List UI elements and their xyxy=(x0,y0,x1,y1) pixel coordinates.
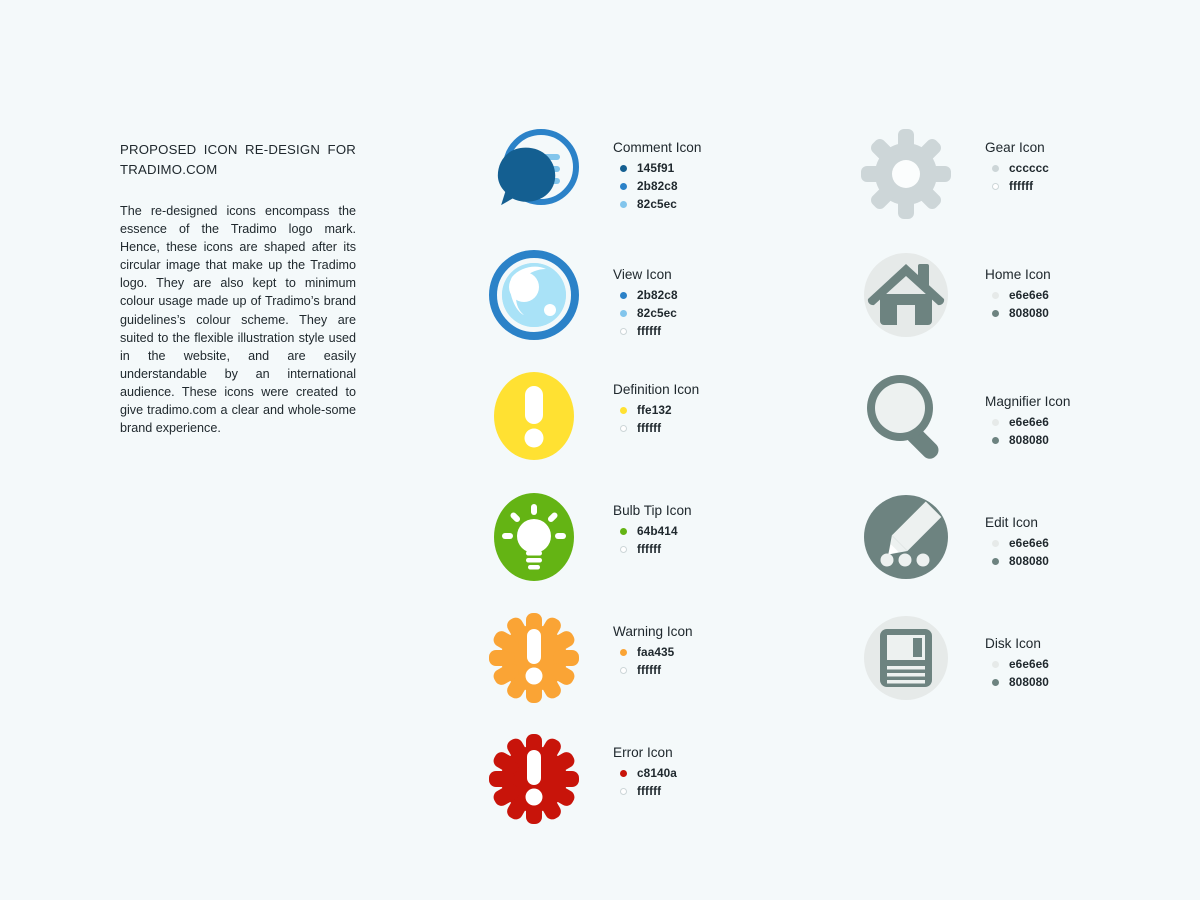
swatch-item xyxy=(613,195,701,213)
swatch-item xyxy=(613,304,678,322)
swatch-dot-icon xyxy=(992,165,999,172)
icon-column-left xyxy=(486,126,701,852)
swatch-item xyxy=(613,286,678,304)
icon-row xyxy=(486,126,701,247)
icon-meta xyxy=(613,731,677,800)
swatch-list xyxy=(613,764,677,800)
swatch-dot-icon xyxy=(992,679,999,686)
swatch-item xyxy=(613,540,692,558)
swatch-list xyxy=(613,522,692,558)
icon-row xyxy=(858,489,1070,610)
icon-row xyxy=(486,610,701,731)
warning-icon xyxy=(486,610,582,706)
swatch-dot-icon xyxy=(992,292,999,299)
gear-icon xyxy=(858,126,954,222)
swatch-code: e6e6e6 xyxy=(1009,536,1049,550)
swatch-code: 808080 xyxy=(1009,306,1049,320)
swatch-item xyxy=(613,764,677,782)
home-icon xyxy=(858,247,954,343)
swatch-dot-icon xyxy=(992,661,999,668)
swatch-item xyxy=(985,304,1051,322)
swatch-code: 82c5ec xyxy=(637,306,677,320)
icon-title: View Icon xyxy=(613,267,672,282)
swatch-dot-icon xyxy=(620,425,627,432)
swatch-list xyxy=(613,401,699,437)
disk-icon xyxy=(858,610,954,706)
swatch-code: 82c5ec xyxy=(637,197,677,211)
swatch-dot-icon xyxy=(620,649,627,656)
icon-meta xyxy=(985,610,1049,691)
icon-meta xyxy=(613,610,693,679)
swatch-item xyxy=(985,177,1049,195)
swatch-dot-icon xyxy=(620,165,627,172)
swatch-dot-icon xyxy=(620,528,627,535)
swatch-code: 808080 xyxy=(1009,554,1049,568)
icon-meta xyxy=(613,126,701,213)
icon-row xyxy=(858,368,1070,489)
swatch-code: ffe132 xyxy=(637,403,672,417)
swatch-item xyxy=(613,782,677,800)
icon-title: Error Icon xyxy=(613,745,673,760)
swatch-dot-icon xyxy=(992,310,999,317)
swatch-code: e6e6e6 xyxy=(1009,415,1049,429)
swatch-code: ffffff xyxy=(637,421,662,435)
swatch-item xyxy=(985,655,1049,673)
swatch-item xyxy=(613,401,699,419)
icon-row xyxy=(486,247,701,368)
swatch-dot-icon xyxy=(620,292,627,299)
swatch-list xyxy=(613,643,693,679)
icon-meta xyxy=(985,247,1051,322)
swatch-code: 808080 xyxy=(1009,675,1049,689)
swatch-dot-icon xyxy=(620,310,627,317)
definition-icon xyxy=(486,368,582,464)
swatch-item xyxy=(613,322,678,340)
swatch-code: faa435 xyxy=(637,645,675,659)
intro-column xyxy=(120,140,356,437)
swatch-code: 2b82c8 xyxy=(637,288,678,302)
swatch-dot-icon xyxy=(992,558,999,565)
swatch-item xyxy=(985,431,1070,449)
edit-icon xyxy=(858,489,954,585)
icon-meta xyxy=(985,126,1049,195)
icon-meta xyxy=(613,368,699,437)
swatch-code: cccccc xyxy=(1009,161,1049,175)
view-icon xyxy=(486,247,582,343)
swatch-list xyxy=(985,534,1049,570)
icon-title: Warning Icon xyxy=(613,624,693,639)
icon-title: Definition Icon xyxy=(613,382,700,397)
icon-meta xyxy=(985,368,1070,449)
swatch-item xyxy=(985,286,1051,304)
swatch-dot-icon xyxy=(992,419,999,426)
icon-column-right xyxy=(858,126,1070,731)
error-icon xyxy=(486,731,582,827)
swatch-list xyxy=(985,159,1049,195)
swatch-item xyxy=(613,643,693,661)
page-title: PROPOSED ICON RE-DESIGN FOR TRADIMO.COM xyxy=(120,142,356,177)
swatch-list xyxy=(985,655,1049,691)
icon-meta xyxy=(613,247,678,340)
icon-title: Comment Icon xyxy=(613,140,702,155)
icon-title: Edit Icon xyxy=(985,515,1038,530)
swatch-item xyxy=(613,522,692,540)
swatch-dot-icon xyxy=(620,667,627,674)
swatch-item xyxy=(985,534,1049,552)
swatch-code: ffffff xyxy=(637,542,662,556)
swatch-dot-icon xyxy=(620,328,627,335)
magnifier-icon xyxy=(858,368,954,464)
swatch-dot-icon xyxy=(620,407,627,414)
icon-row xyxy=(858,610,1070,731)
swatch-dot-icon xyxy=(620,546,627,553)
comment-icon xyxy=(486,126,582,222)
swatch-code: e6e6e6 xyxy=(1009,657,1049,671)
icon-row xyxy=(858,126,1070,247)
bulb-tip-icon xyxy=(486,489,582,585)
swatch-code: 64b414 xyxy=(637,524,678,538)
swatch-list xyxy=(613,286,678,340)
swatch-item xyxy=(613,159,701,177)
swatch-code: 2b82c8 xyxy=(637,179,678,193)
swatch-list xyxy=(613,159,701,213)
icon-row xyxy=(858,247,1070,368)
swatch-code: ffffff xyxy=(637,784,662,798)
icon-meta xyxy=(985,489,1049,570)
icon-title: Bulb Tip Icon xyxy=(613,503,692,518)
swatch-code: c8140a xyxy=(637,766,677,780)
icon-title: Magnifier Icon xyxy=(985,394,1071,409)
swatch-dot-icon xyxy=(620,770,627,777)
swatch-code: ffffff xyxy=(1009,179,1034,193)
swatch-item xyxy=(613,419,699,437)
icon-meta xyxy=(613,489,692,558)
swatch-item xyxy=(985,673,1049,691)
icon-title: Gear Icon xyxy=(985,140,1045,155)
swatch-dot-icon xyxy=(620,788,627,795)
icon-title: Home Icon xyxy=(985,267,1051,282)
swatch-item xyxy=(613,177,701,195)
swatch-item xyxy=(985,413,1070,431)
icon-row xyxy=(486,489,701,610)
swatch-code: ffffff xyxy=(637,663,662,677)
swatch-item xyxy=(613,661,693,679)
swatch-list xyxy=(985,286,1051,322)
swatch-dot-icon xyxy=(992,437,999,444)
swatch-item xyxy=(985,552,1049,570)
icon-title: Disk Icon xyxy=(985,636,1041,651)
swatch-code: ffffff xyxy=(637,324,662,338)
swatch-item xyxy=(985,159,1049,177)
icon-row xyxy=(486,368,701,489)
swatch-code: 808080 xyxy=(1009,433,1049,447)
swatch-dot-icon xyxy=(620,183,627,190)
swatch-dot-icon xyxy=(992,540,999,547)
icon-row xyxy=(486,731,701,852)
swatch-list xyxy=(985,413,1070,449)
swatch-code: e6e6e6 xyxy=(1009,288,1049,302)
swatch-code: 145f91 xyxy=(637,161,675,175)
intro-paragraph: The re-designed icons encompass the essence of the Tradimo logo mark. Hence, these icons are shaped after its circular image that make up the Tradimo logo. They are also kept to minimum colour usage made up of Tradimo’s brand guidelines’s colour scheme. They are suited to the flexible illustration style used in the website, and are easily understandable by an international audience. These icons were created to give tradimo.com a clear and whole-some brand experience. xyxy=(120,204,356,436)
swatch-dot-icon xyxy=(992,183,999,190)
swatch-dot-icon xyxy=(620,201,627,208)
